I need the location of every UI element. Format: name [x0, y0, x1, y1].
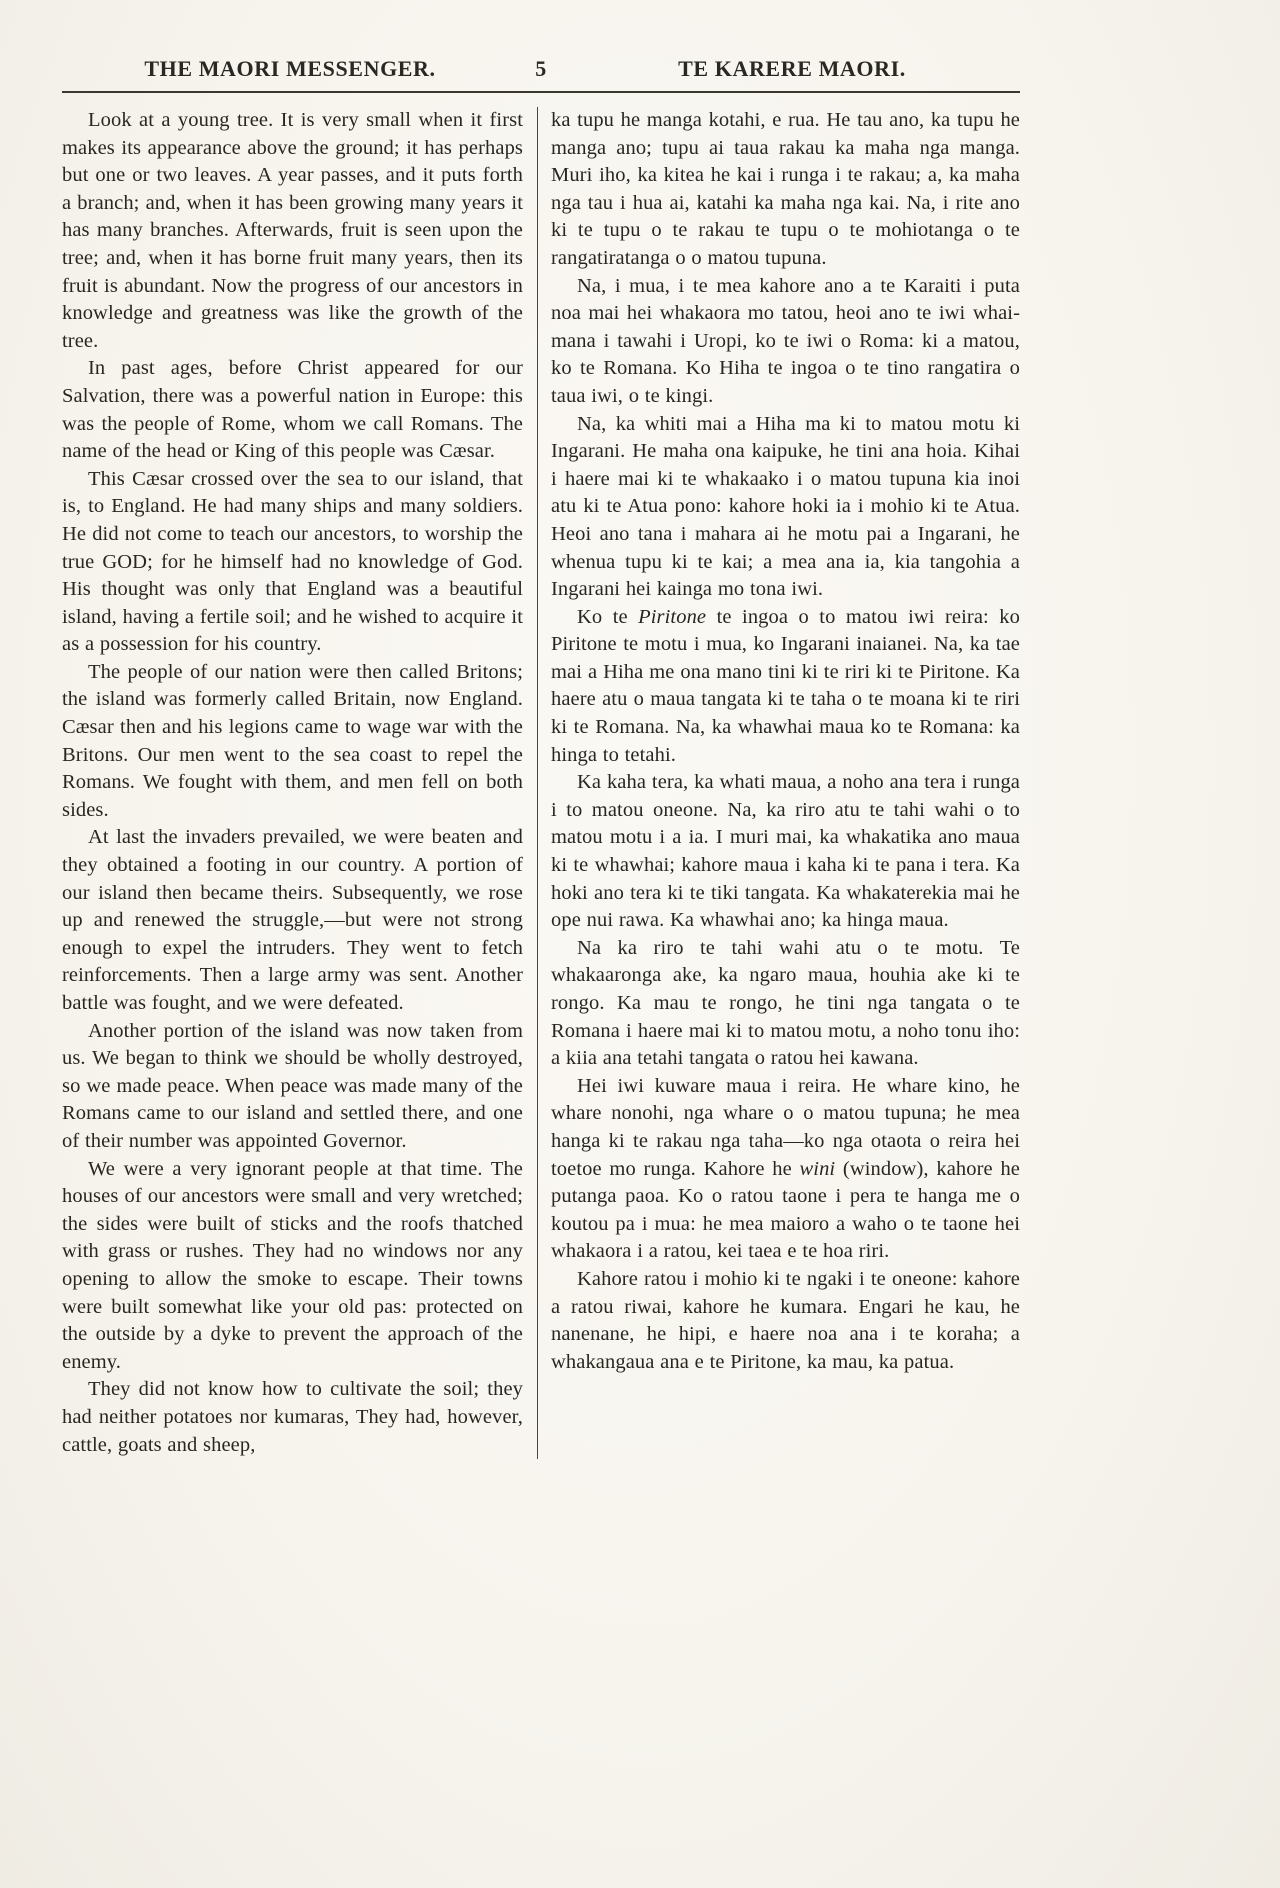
paragraph-text: te ingoa o to matou iwi reira: ko Piritone te motu i mua, ko Ingarani inaianei. Na, ka tae mai a Hiha me ona mano tini ki te riri ki te Piritone. Ka haere atu o maua tangata ki te taha o te moana ki te riri ki te Romana. Na, ka whawhai maua ko te Romana: ka hinga to tetahi. [551, 605, 1020, 766]
paragraph: Kahore ratou i mohio ki te ngaki i te oneone: kahore a ratou riwai, kahore he kumara. Engari he kau, he nanenane, he hipi, e haere noa ana i te koraha; a whakangaua ana e te Piritone, ka mau, ka patua. [551, 1267, 1020, 1373]
paragraph-text: Ko te [577, 605, 639, 628]
paragraph: At last the invaders prevailed, we were beaten and they obtained a footing in our country. A portion of our island then became theirs. Subsequently, we rose up and renewed the struggle,—but were not strong enough to expel the intruders. They went to fetch reinforcements. Then a large army was sent. Another battle was fought, and we were defeated. [62, 826, 523, 1014]
paragraph: Look at a young tree. It is very small when it first makes its appearance above the ground; it has perhaps but one or two leaves. A year passes, and it puts forth a branch; and, when it has been growing many years it has many branches. Afterwards, fruit is seen upon the tree; and, when it has borne fruit many years, then its fruit is abundant. Now the progress of our ancestors in knowledge and greatness was like the growth of the tree. [62, 109, 523, 352]
paragraph: In past ages, before Christ appeared for our Salvation, there was a powerful nation in Europe: this was the people of Rome, whom we call Romans. The name of the head or King of this people was Cæsar. [62, 357, 523, 463]
masthead-maori: TE KARERE MAORI. [678, 56, 906, 81]
paragraph: Na ka riro te tahi wahi atu o te motu. Te whakaaronga ake, ka ngaro maua, houhia ake ki te rongo. Ka mau te rongo, he tini nga tangata o te Romana i haere mai ki to matou motu, a noho tonu iho: a kiia ana tetahi tangata o ratou hei kawana. [551, 936, 1020, 1070]
paragraph: Na, i mua, i te mea kahore ano a te Karaiti i puta noa mai hei whakaora mo tatou, heoi ano te iwi whai-mana i tawahi i Uropi, ko te iwi o Roma: ki a matou, ko te Romana. Ko Hiha te ingoa o te tino rangatira o taua iwi, o te kingi. [551, 274, 1020, 407]
text-columns [62, 107, 1020, 1459]
page-header [62, 56, 1020, 82]
paragraph [551, 604, 1020, 770]
maori-column [538, 107, 1020, 1459]
page-number: 5 [535, 56, 547, 81]
paragraph: The people of our nation were then called Britons; the island was formerly called Britain, now England. Cæsar then and his legions came to wage war with the Britons. Our men went to the sea coast to repel the Romans. We fought with them, and men fell on both sides. [62, 660, 523, 821]
paragraph: Ka kaha tera, ka whati maua, a noho ana tera i runga i to matou oneone. Na, ka riro atu te tahi wahi o to matou motu i a ia. I muri mai, ka whakatika ano maua ki te whawhai; kahore maua i kaha ki te pana i tera. Ka hoki ano tera ki te tiki tangata. Ka whakaterekia mai he ope nui rawa. Ka whawhai ano; ka hinga maua. [551, 771, 1020, 932]
paragraph: Na, ka whiti mai a Hiha ma ki to matou motu ki Ingarani. He maha ona kaipuke, he tini ana hoia. Kihai i haere mai ki te whakaako i o matou tupuna kia inoi atu ki te Atua pono: kahore hoki ia i mohio ki te Atua. Heoi ano tana i mahara ai he motu pai a Ingarani, he whenua tupu ki te kai; a mea ana ia, kia tangohia a Ingarani hei kainga mo tona iwi. [551, 412, 1020, 601]
page-content [62, 56, 1020, 1459]
paragraph: Another portion of the island was now taken from us. We began to think we should be wholly destroyed, so we made peace. When peace was made many of the Romans came to our island and settled there, and one of their number was appointed Governor. [62, 1019, 523, 1152]
paragraph: They did not know how to cultivate the soil; they had neither potatoes nor kumaras, They had, however, cattle, goats and sheep, [62, 1378, 523, 1456]
english-column [62, 107, 538, 1459]
header-rule [62, 91, 1020, 93]
paragraph-text: Hei iwi kuware maua i reira. He whare kino, he whare nonohi, nga whare o o matou tupuna; he mea hanga ki te rakau nga taha—ko nga otaota o reira hei toetoe mo runga. Kahore he [551, 1074, 1020, 1180]
italic-word: Piritone [638, 605, 707, 628]
masthead-english: THE MAORI MESSENGER. [144, 56, 436, 81]
italic-word: wini [799, 1157, 836, 1180]
paragraph-text: (window), kahore he putanga paoa. Ko o ratou taone i pera te hanga me o koutou pa i mua: he mea maioro a waho o te taone hei whakaora i a ratou, kei taea e te hoa riri. [551, 1157, 1020, 1263]
paragraph: This Cæsar crossed over the sea to our island, that is, to England. He had many ships and many soldiers. He did not come to teach our ancestors, to worship the true GOD; for he himself had no knowledge of God. His thought was only that England was a beautiful island, having a fertile soil; and he wished to acquire it as a possession for his country. [62, 467, 523, 656]
paragraph: ka tupu he manga kotahi, e rua. He tau ano, ka tupu he manga ano; tupu ai taua rakau ka maha nga manga. Muri iho, ka kitea he kai i runga i te rakau; a, ka maha nga tau i hua ai, katahi ka maha nga kai. Na, i rite ano ki te tupu o te rakau te tupu o te mohiotanga o te rangatiratanga o o matou tupuna. [551, 109, 1020, 269]
paragraph [551, 1073, 1020, 1266]
paragraph: We were a very ignorant people at that time. The houses of our ancestors were small and very wretched; the sides were built of sticks and the roofs thatched with grass or rushes. They had no windows nor any opening to allow the smoke to escape. Their towns were built somewhat like your old pas: protected on the outside by a dyke to prevent the approach of the enemy. [62, 1157, 523, 1373]
